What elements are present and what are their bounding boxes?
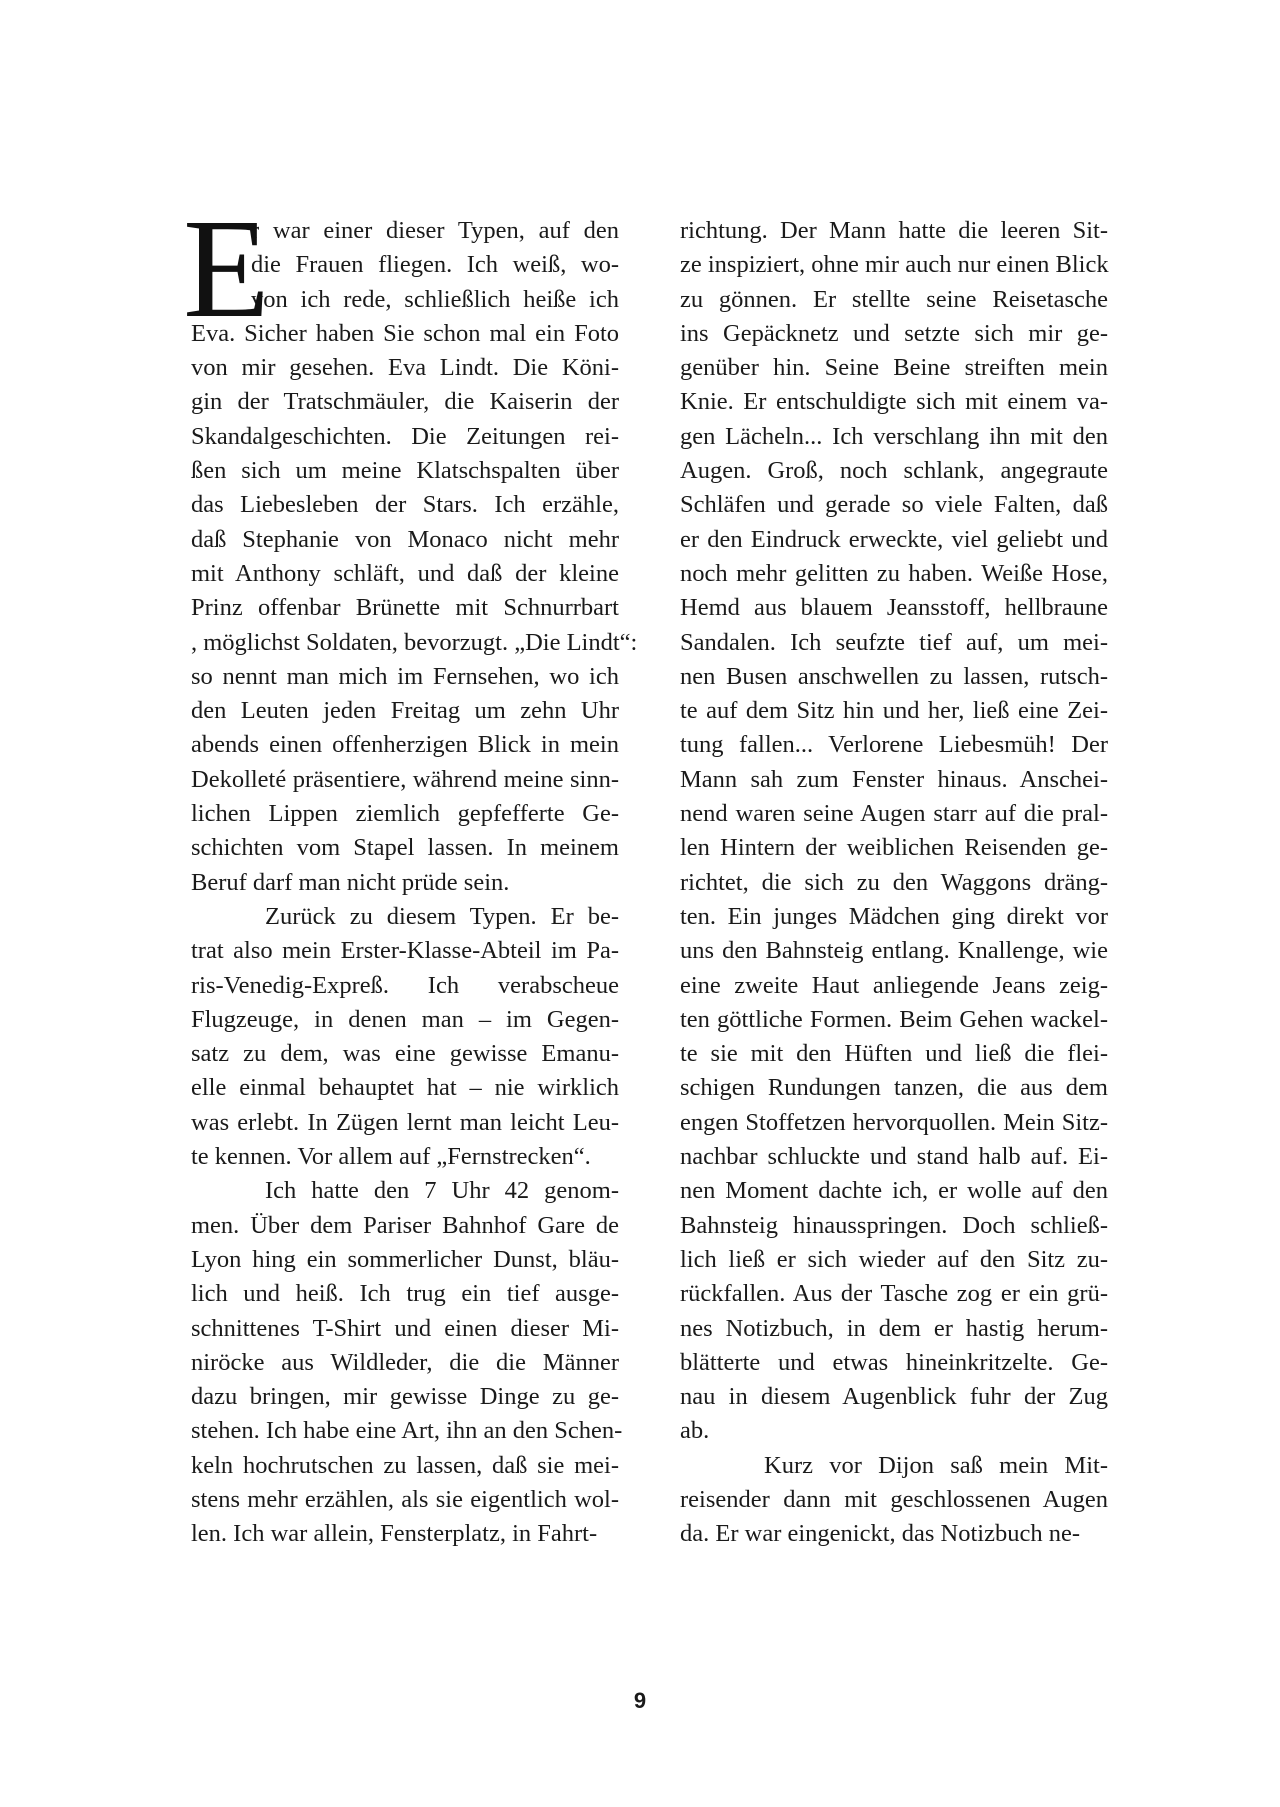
text-line: nachbar schluckte und stand halb auf. Ei- [680,1143,1108,1171]
text-line: so nennt man mich im Fernsehen, wo ich [191,662,619,690]
text-line: Skandalgeschichten. Die Zeitungen rei- [191,422,619,450]
text-line: ten göttliche Formen. Beim Gehen wackel- [680,1005,1108,1033]
text-line: Flugzeuge, in denen man – im Gegen- [191,1005,619,1033]
text-line: satz zu dem, was eine gewisse Emanu- [191,1040,619,1068]
text-line: Augen. Groß, noch schlank, angegraute [680,457,1108,485]
text-line: Eva. Sicher haben Sie schon mal ein Foto [191,319,619,347]
text-line: tung fallen... Verlorene Liebesmüh! Der [680,731,1108,759]
text-line: rückfallen. Aus der Tasche zog er ein grü- [680,1280,1108,1308]
text-line: Hemd aus blauem Jeansstoff, hellbraune [680,594,1108,622]
text-line: Bahnsteig hinausspringen. Doch schließ- [680,1211,1108,1239]
text-line: te auf dem Sitz hin und her, ließ eine Zei- [680,697,1108,725]
text-line: elle einmal behauptet hat – nie wirklich [191,1074,619,1102]
text-line: was erlebt. In Zügen lernt man leicht Leu- [191,1108,619,1136]
text-line: da. Er war eingenickt, das Notizbuch ne- [680,1520,1081,1548]
text-line: den Leuten jeden Freitag um zehn Uhr [191,697,619,725]
text-line: lich und heiß. Ich trug ein tief ausge- [191,1280,619,1308]
text-line: te sie mit den Hüften und ließ die flei- [680,1040,1108,1068]
text-line: mit Anthony schläft, und daß der kleine [191,559,619,587]
text-line: Schläfen und gerade so viele Falten, daß [680,491,1108,519]
text-line: noch mehr gelitten zu haben. Weiße Hose, [680,559,1108,587]
text-line: Dekolleté präsentiere, während meine sinn- [191,765,619,793]
text-line: men. Über dem Pariser Bahnhof Gare de [191,1211,619,1239]
text-line: stehen. Ich habe eine Art, ihn an den Schen- [191,1417,623,1445]
text-line: gin der Tratschmäuler, die Kaiserin der [191,388,619,416]
text-line: nend waren seine Augen starr auf die pral- [680,800,1108,828]
text-column-left [183,189,638,1552]
text-line: Ich hatte den 7 Uhr 42 genom- [265,1177,619,1205]
text-line: Beruf darf man nicht prüde sein. [191,868,510,896]
text-line: nes Notizbuch, in dem er hastig herum- [680,1314,1108,1342]
text-line: ins Gepäcknetz und setzte sich mir ge- [680,319,1108,347]
text-line: stens mehr erzählen, als sie eigentlich wol- [191,1485,619,1513]
text-line: Knie. Er entschuldigte sich mit einem va- [680,388,1108,416]
text-line: r war einer dieser Typen, auf den [251,217,619,244]
text-line: zu gönnen. Er stellte seine Reisetasche [680,285,1108,313]
text-line: dazu bringen, mir gewisse Dinge zu ge- [191,1383,619,1411]
text-line: Lyon hing ein sommerlicher Dunst, bläu- [191,1245,619,1273]
text-line: reisender dann mit geschlossenen Augen [680,1485,1108,1513]
text-line: te kennen. Vor allem auf „Fernstrecken“. [191,1143,591,1171]
text-line: von mir gesehen. Eva Lindt. Die Köni- [191,354,619,382]
text-line: genüber hin. Seine Beine streiften mein [680,354,1108,382]
text-line: Sandalen. Ich seufzte tief auf, um mei- [680,628,1108,656]
text-line: len. Ich war allein, Fensterplatz, in Fahrt- [191,1520,598,1548]
text-line: daß Stephanie von Monaco nicht mehr [191,525,619,553]
text-line: Zurück zu diesem Typen. Er be- [265,902,619,930]
text-line: schichten vom Stapel lassen. In meinem [191,834,619,862]
text-line: schigen Rundungen tanzen, die aus dem [680,1074,1108,1102]
text-line: keln hochrutschen zu lassen, daß sie mei- [191,1451,619,1479]
text-line: Prinz offenbar Brünette mit Schnurrbart [191,594,619,622]
text-line: von ich rede, schließlich heiße ich [251,285,619,313]
text-line: niröcke aus Wildleder, die die Männer [191,1348,619,1376]
drop-cap: E [183,189,270,347]
text-line: ab. [680,1417,710,1445]
text-line: uns den Bahnsteig entlang. Knallenge, wie [680,937,1108,965]
text-line: engen Stoffetzen hervorquollen. Mein Sitz- [680,1108,1108,1136]
text-line: nen Busen anschwellen zu lassen, rutsch- [680,662,1108,690]
text-column-right [680,214,1108,1552]
text-line: eine zweite Haut anliegende Jeans zeig- [680,971,1108,999]
text-line: richtet, die sich zu den Waggons dräng- [680,868,1108,896]
text-line: Mann sah zum Fenster hinaus. Anschei- [680,765,1108,793]
text-line: blätterte und etwas hineinkritzelte. Ge- [680,1348,1108,1376]
text-line: lich ließ er sich wieder auf den Sitz zu- [680,1245,1108,1273]
text-line: gen Lächeln... Ich verschlang ihn mit den [680,422,1108,450]
text-line: Kurz vor Dijon saß mein Mit- [764,1451,1108,1479]
text-line: abends einen offenherzigen Blick in mein [191,731,619,759]
text-line: das Liebesleben der Stars. Ich erzähle, [191,491,619,519]
text-line: er den Eindruck erweckte, viel geliebt und [680,525,1108,553]
text-line: lichen Lippen ziemlich gepfefferte Ge- [191,800,619,828]
text-line: richtung. Der Mann hatte die leeren Sit- [680,217,1108,244]
text-line: nen Moment dachte ich, er wolle auf den [680,1177,1108,1205]
page-number: 9 [633,1688,647,1713]
text-line: ten. Ein junges Mädchen ging direkt vor [680,902,1108,930]
text-line: ßen sich um meine Klatschspalten über [191,457,619,485]
text-line: die Frauen fliegen. Ich weiß, wo- [251,251,619,279]
text-line: ze inspiziert, ohne mir auch nur einen Blick [680,251,1109,279]
text-line: nau in diesem Augenblick fuhr der Zug [680,1383,1108,1411]
text-line: trat also mein Erster-Klasse-Abteil im Pa- [191,937,619,965]
text-line: ris-Venedig-Expreß. Ich verabscheue [191,971,619,999]
text-line: len Hintern der weiblichen Reisenden ge- [680,834,1108,862]
text-line: , möglichst Soldaten, bevorzugt. „Die Lindt“: [191,628,638,656]
text-line: schnittenes T-Shirt und einen dieser Mi- [191,1314,619,1342]
